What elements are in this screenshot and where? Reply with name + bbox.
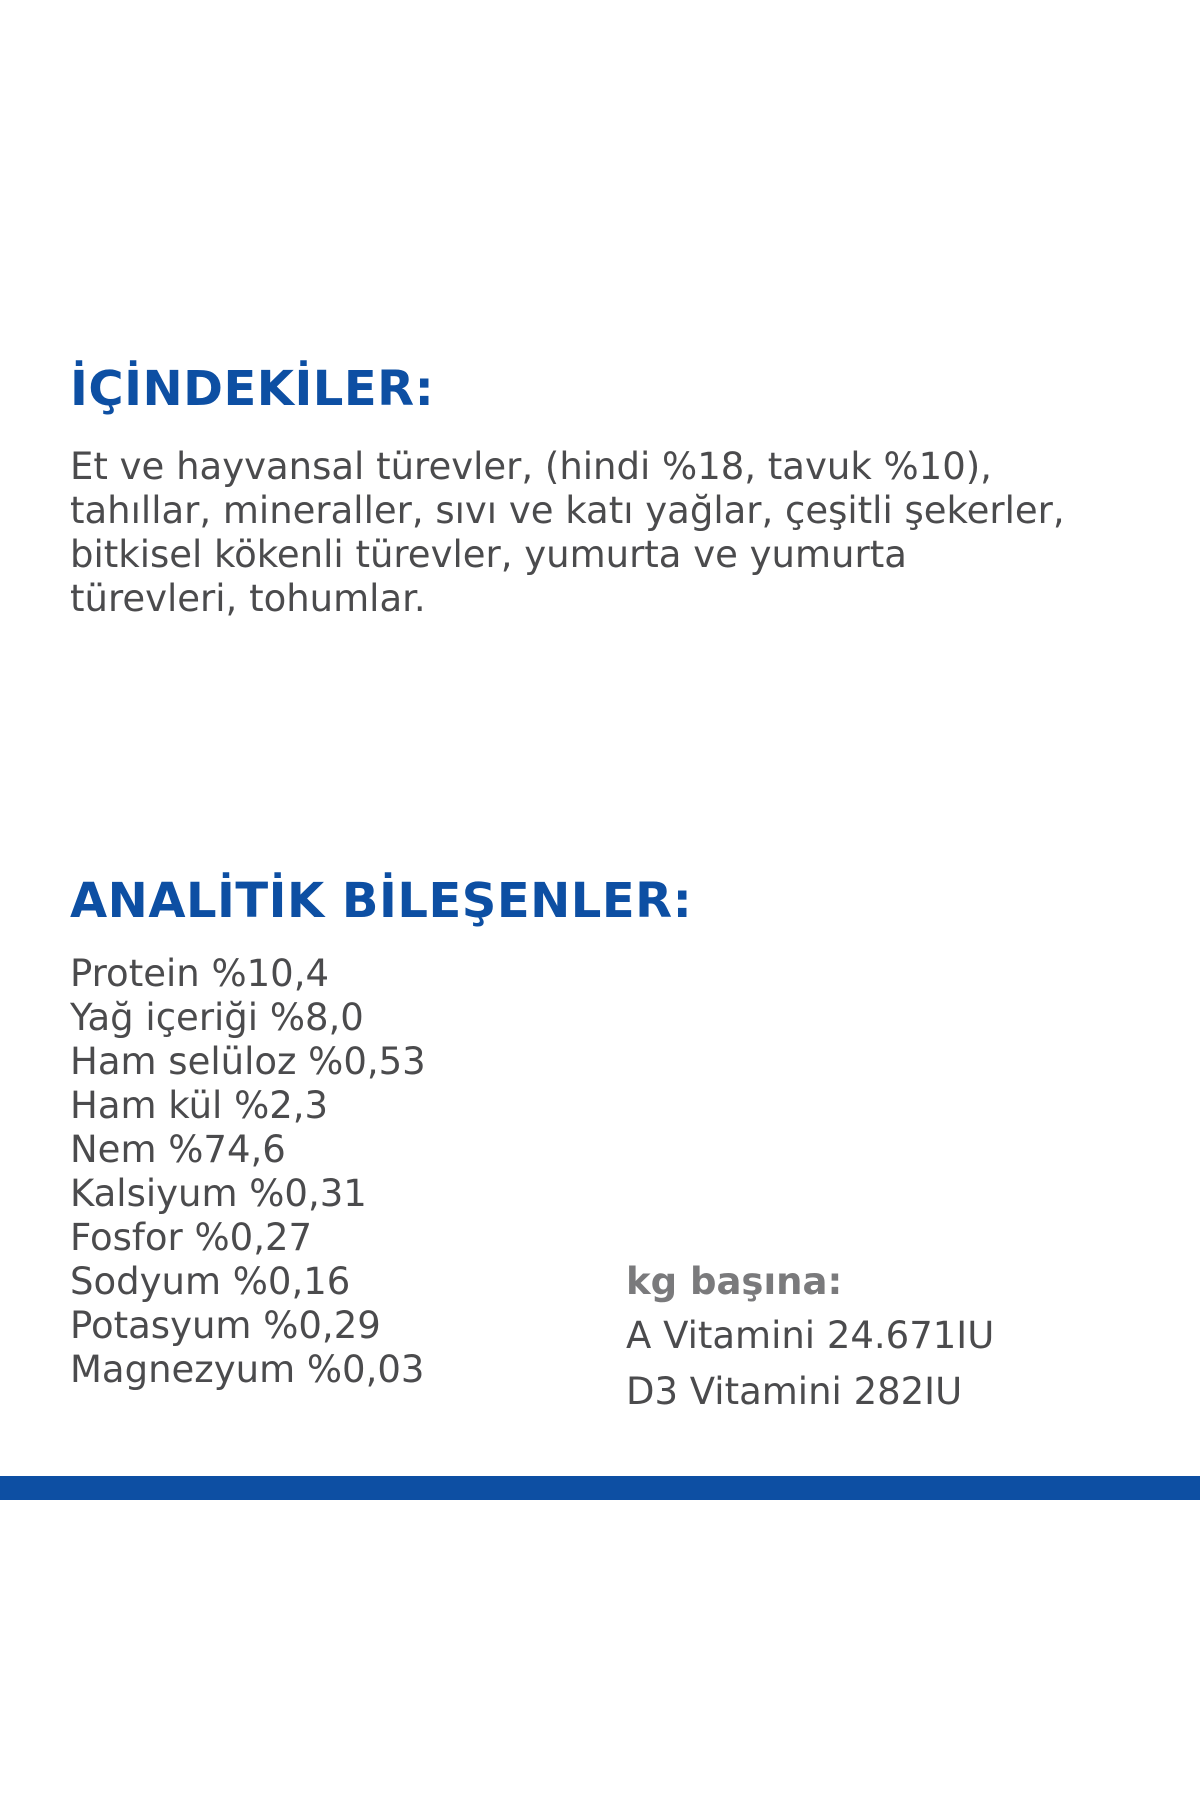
ingredients-line: türevleri, tohumlar.: [70, 577, 426, 620]
analytic-item: Protein %10,4: [70, 952, 329, 995]
blue-divider-bar: [0, 1476, 1200, 1500]
per-kg-section: [626, 1256, 994, 1420]
analytic-item: Potasyum %0,29: [70, 1304, 381, 1347]
analytic-item: Magnezyum %0,03: [70, 1348, 425, 1391]
analytic-item: Nem %74,6: [70, 1128, 286, 1171]
analytic-item: Yağ içeriği %8,0: [70, 996, 364, 1039]
ingredients-heading: İÇİNDEKİLER:: [70, 361, 435, 417]
analytic-item: Kalsiyum %0,31: [70, 1172, 367, 1215]
vitamin-list: [626, 1308, 994, 1420]
ingredients-line: bitkisel kökenli türevler, yumurta ve yumurta: [70, 533, 907, 576]
analytic-item: Ham selüloz %0,53: [70, 1040, 426, 1083]
per-kg-title: kg başına:: [626, 1260, 843, 1303]
ingredients-text: [70, 445, 1180, 621]
analytic-components-heading: ANALİTİK BİLEŞENLER:: [70, 873, 693, 929]
ingredients-line: tahıllar, mineraller, sıvı ve katı yağlar, çeşitli şekerler,: [70, 489, 1065, 532]
analytic-item: Sodyum %0,16: [70, 1260, 351, 1303]
ingredients-line: Et ve hayvansal türevler, (hindi %18, tavuk %10),: [70, 445, 992, 488]
analytic-item: Fosfor %0,27: [70, 1216, 313, 1259]
analytic-item: Ham kül %2,3: [70, 1084, 329, 1127]
analytic-components-list: [70, 952, 426, 1392]
vitamin-item: D3 Vitamini 282IU: [626, 1370, 963, 1413]
vitamin-item: A Vitamini 24.671IU: [626, 1314, 995, 1357]
